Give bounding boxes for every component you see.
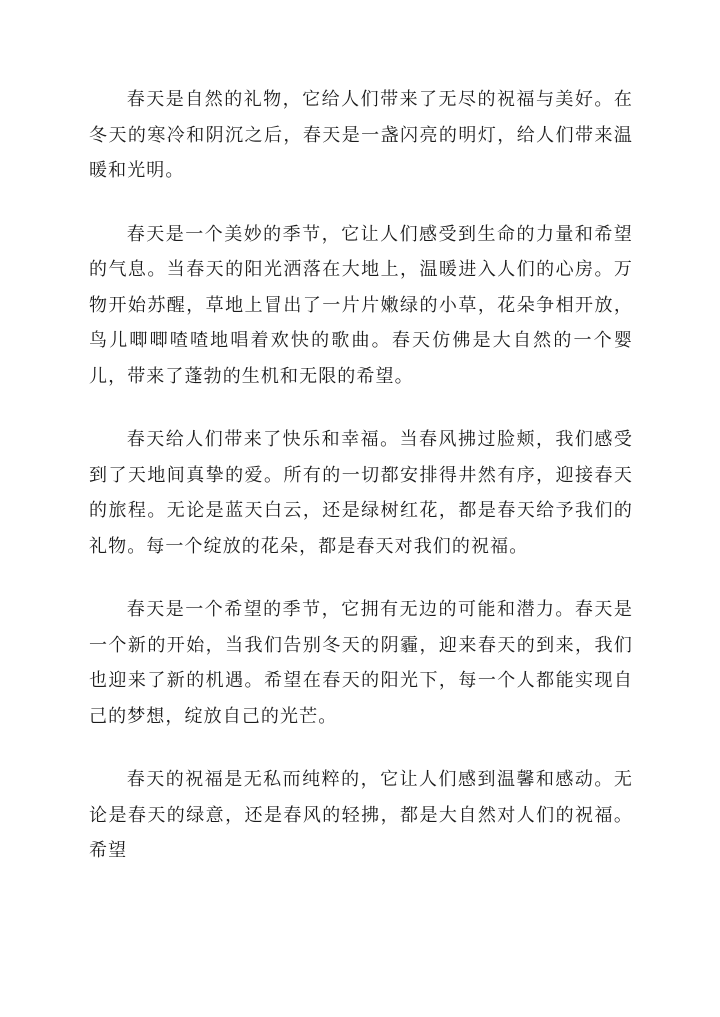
- paragraph-5: 春天的祝福是无私而纯粹的，它让人们感到温馨和感动。无论是春天的绿意，还是春风的轻拂，都是大自然对人们的祝福。希望: [89, 769, 633, 861]
- paragraph-1: 春天是自然的礼物，它给人们带来了无尽的祝福与美好。在冬天的寒冷和阴沉之后，春天是一盏闪亮的明灯，给人们带来温暖和光明。: [89, 89, 633, 181]
- paragraph-4: 春天是一个希望的季节，它拥有无边的可能和潜力。春天是一个新的开始，当我们告别冬天的阴霾，迎来春天的到来，我们也迎来了新的机遇。希望在春天的阳光下，每一个人都能实现自己的梦想，绽放自己的光芒。: [89, 599, 633, 727]
- paragraph-2: 春天是一个美妙的季节，它让人们感受到生命的力量和希望的气息。当春天的阳光洒落在大地上，温暖进入人们的心房。万物开始苏醒，草地上冒出了一片片嫩绿的小草，花朵争相开放，鸟儿唧唧喳喳地唱着欢快的歌曲。春天仿佛是大自然的一个婴儿，带来了蓬勃的生机和无限的希望。: [89, 223, 633, 387]
- document-page: [89, 82, 633, 897]
- paragraph-3: 春天给人们带来了快乐和幸福。当春风拂过脸颊，我们感受到了天地间真挚的爱。所有的一切都安排得井然有序，迎接春天的旅程。无论是蓝天白云，还是绿树红花，都是春天给予我们的礼物。每一个绽放的花朵，都是春天对我们的祝福。: [89, 429, 633, 557]
